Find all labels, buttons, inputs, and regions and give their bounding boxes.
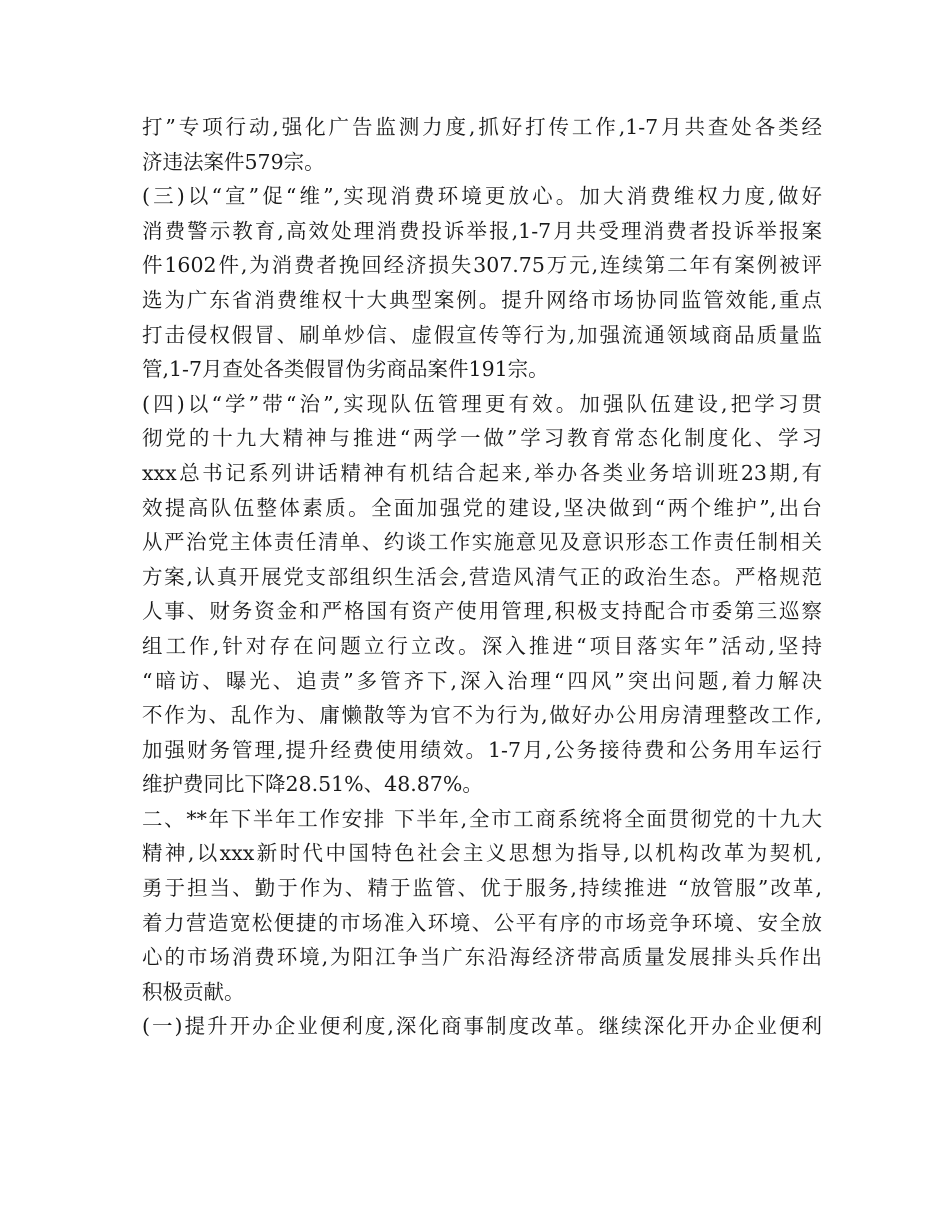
text-line: 管,1-7月查处各类假冒伪劣商品案件191宗。 bbox=[142, 357, 549, 382]
body-text bbox=[142, 110, 822, 1044]
text-line: 打”专项行动,强化广告监测力度,抓好打传工作,1-7月共查处各类经 bbox=[142, 115, 822, 139]
text-line: 效提高队伍整体素质。全面加强党的建设,坚决做到“两个维护”,出台 bbox=[142, 495, 822, 520]
text-line: 精神,以xxx新时代中国特色社会主义思想为指导,以机构改革为契机, bbox=[142, 841, 822, 866]
text-line: 心的市场消费环境,为阳江争当广东沿海经济带高质量发展排头兵作出 bbox=[142, 945, 822, 970]
text-line: 济违法案件579宗。 bbox=[142, 149, 325, 174]
text-line: 彻党的十九大精神与推进“两学一做”学习教育常态化制度化、学习 bbox=[142, 426, 822, 451]
text-line: 方案,认真开展党支部组织生活会,营造风清气正的政治生态。严格规范 bbox=[142, 564, 822, 589]
text-line: 选为广东省消费维权十大典型案例。提升网络市场协同监管效能,重点 bbox=[142, 287, 822, 312]
text-line: “暗访、曝光、追责”多管齐下,深入治理“四风”突出问题,着力解决 bbox=[142, 668, 822, 693]
text-line: (一)提升开办企业便利度,深化商事制度改革。继续深化开办企业便利 bbox=[142, 1014, 822, 1039]
text-line: 从严治党主体责任清单、约谈工作实施意见及意识形态工作责任制相关 bbox=[142, 530, 822, 555]
text-line: 积极贡献。 bbox=[142, 979, 245, 1004]
text-line: (四)以“学”带“治”,实现队伍管理更有效。加强队伍建设,把学习贯 bbox=[142, 391, 822, 416]
text-line: xxx总书记系列讲话精神有机结合起来,举办各类业务培训班23期,有 bbox=[142, 460, 822, 485]
text-line: 着力营造宽松便捷的市场准入环境、公平有序的市场竞争环境、安全放 bbox=[142, 910, 822, 935]
text-line: (三)以“宣”促“维”,实现消费环境更放心。加大消费维权力度,做好 bbox=[142, 184, 822, 209]
text-line: 勇于担当、勤于作为、精于监管、优于服务,持续推进 “放管服”改革, bbox=[142, 876, 822, 901]
text-line: 维护费同比下降28.51%、48.87%。 bbox=[142, 772, 483, 797]
text-line: 不作为、乱作为、庸懒散等为官不为行为,做好办公用房清理整改工作, bbox=[142, 703, 822, 728]
text-line: 打击侵权假冒、刷单炒信、虚假宣传等行为,加强流通领域商品质量监 bbox=[142, 322, 822, 347]
text-line: 件1602件,为消费者挽回经济损失307.75万元,连续第二年有案例被评 bbox=[142, 253, 822, 278]
text-line: 人事、财务资金和严格国有资产使用管理,积极支持配合市委第三巡察 bbox=[142, 599, 822, 624]
text-line: 二、**年下半年工作安排 下半年,全市工商系统将全面贯彻党的十九大 bbox=[142, 806, 822, 831]
text-line: 消费警示教育,高效处理消费投诉举报,1-7月共受理消费者投诉举报案 bbox=[142, 218, 822, 243]
text-line: 加强财务管理,提升经费使用绩效。1-7月,公务接待费和公务用车运行 bbox=[142, 737, 822, 762]
text-line: 组工作,针对存在问题立行立改。深入推进“项目落实年”活动,坚持 bbox=[142, 633, 822, 658]
